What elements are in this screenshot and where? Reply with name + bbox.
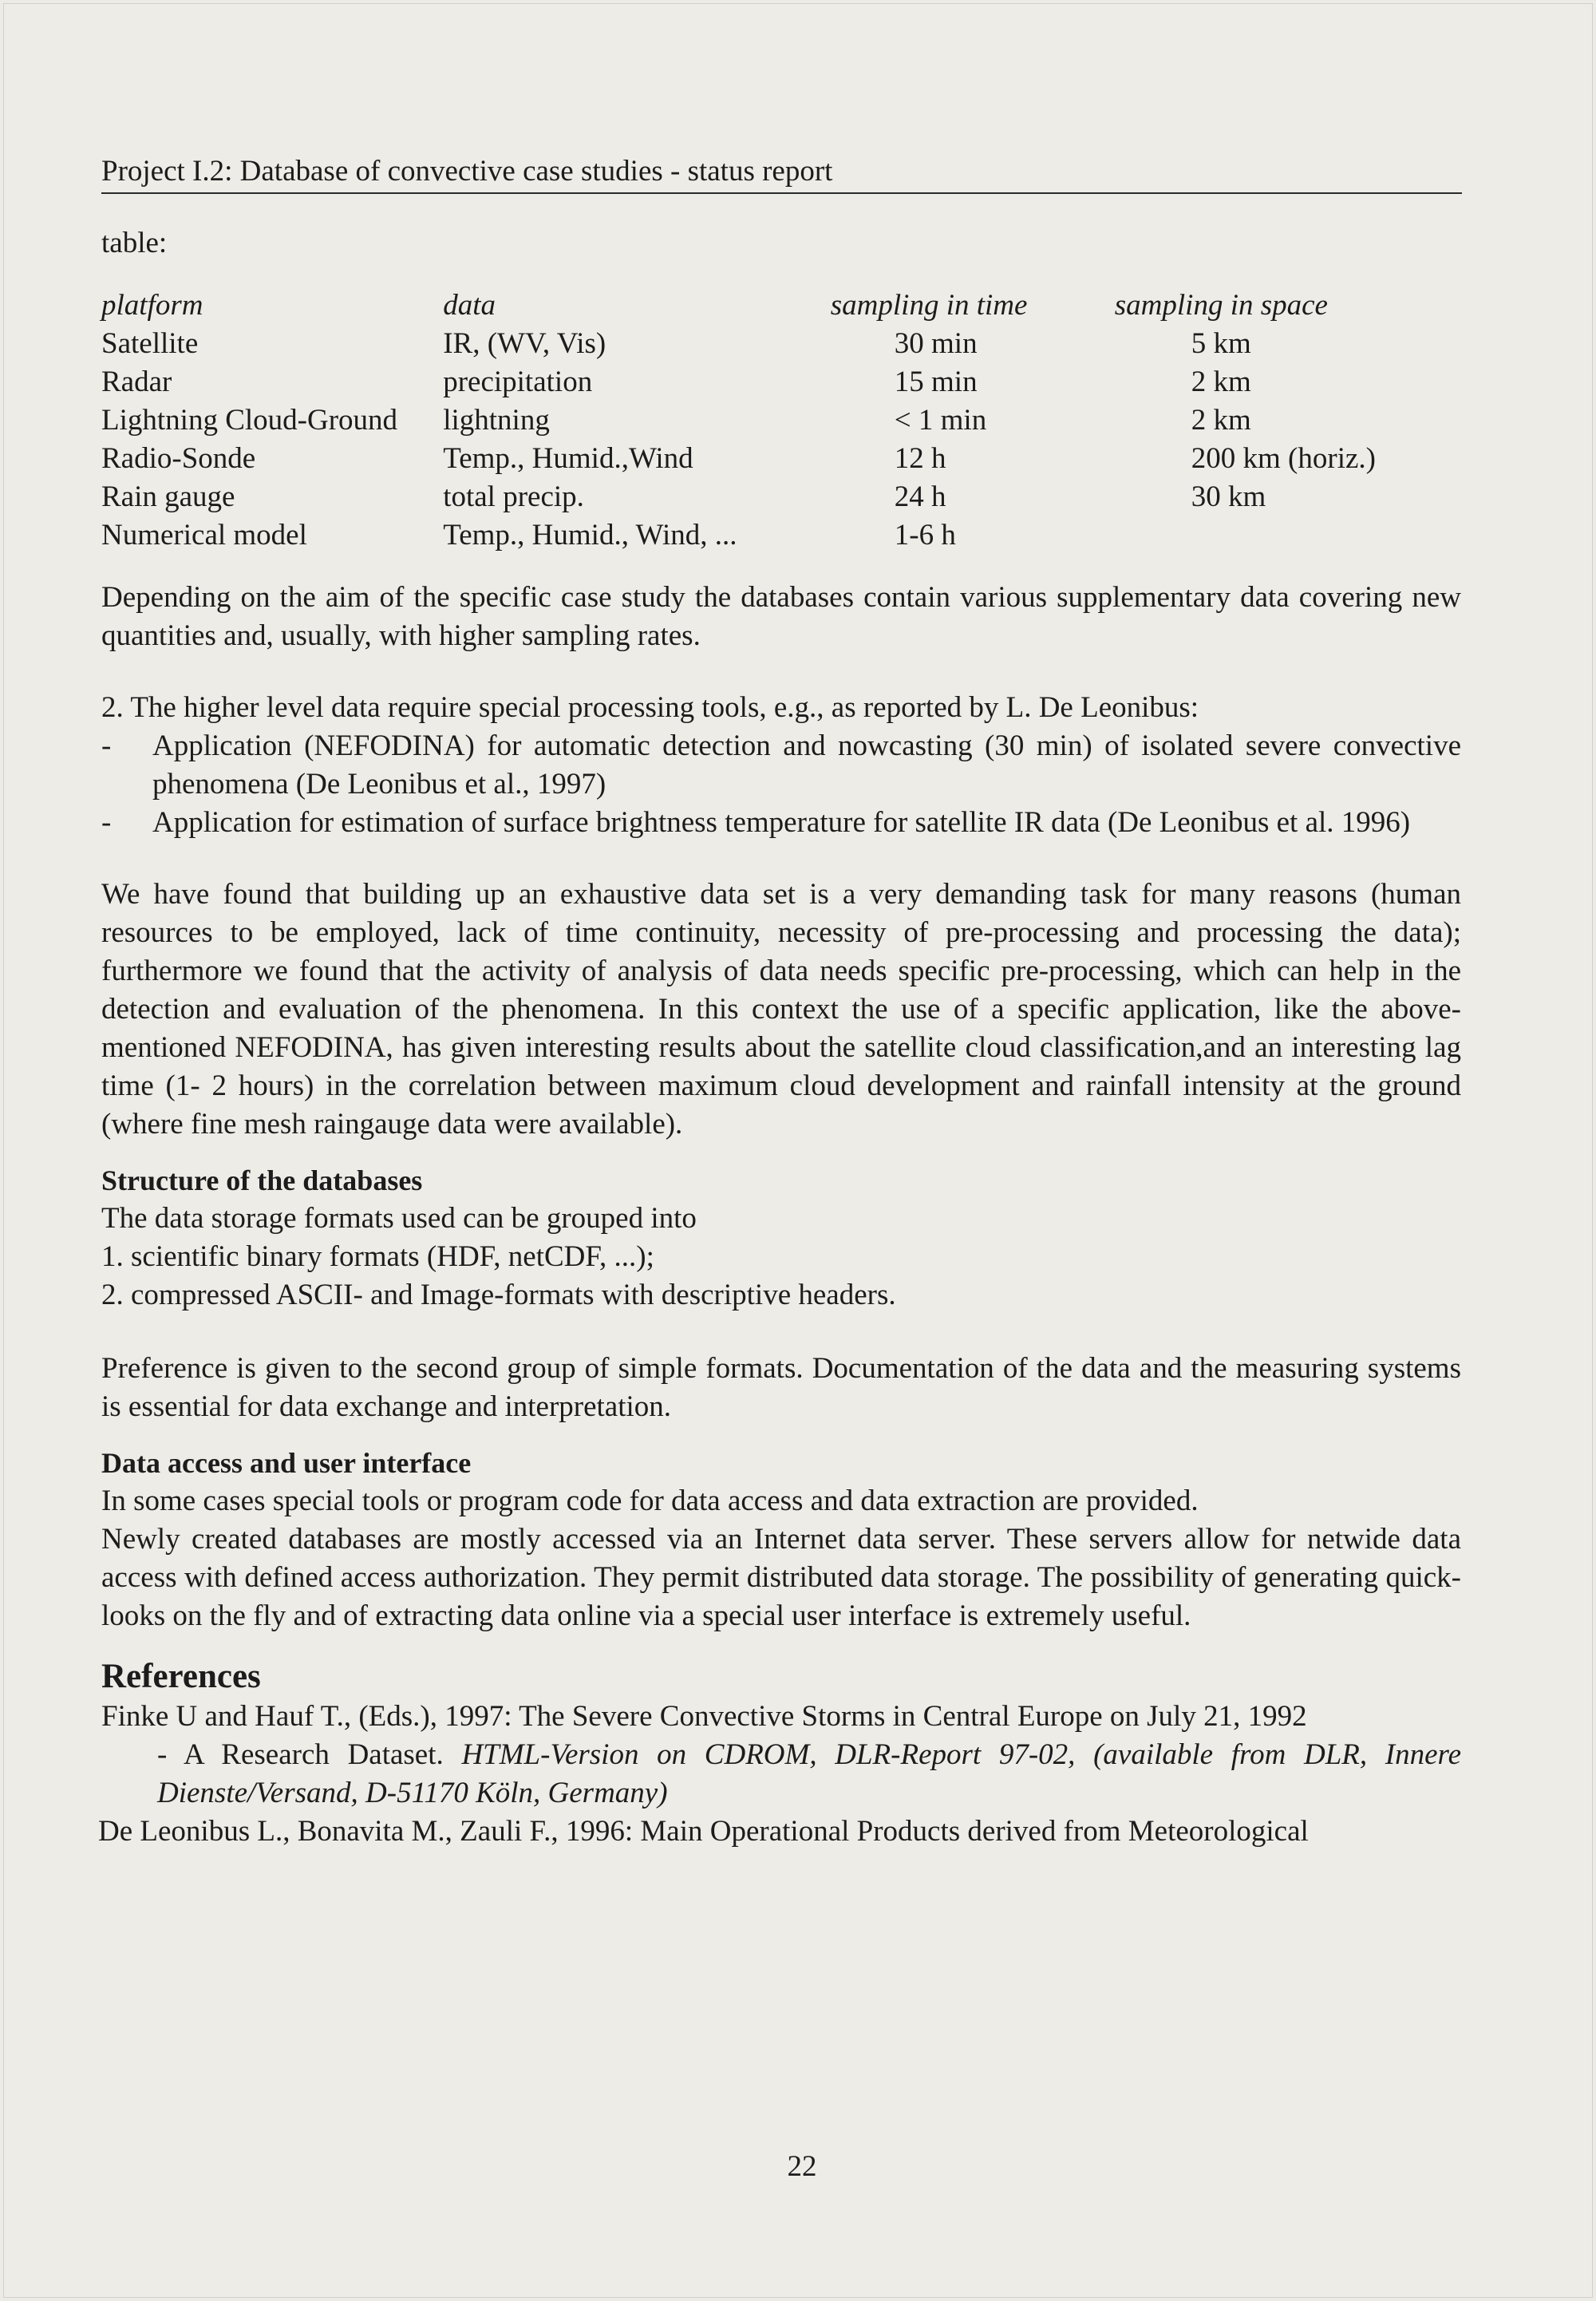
cell-space xyxy=(1115,516,1461,555)
table-row xyxy=(101,516,1461,555)
list-item: - Application (NEFODINA) for automatic detection and nowcasting (30 min) of isolated severe convective phenomena (De Leonibus et al., 1997) xyxy=(101,727,1461,804)
higher-level-list xyxy=(101,727,1461,842)
higher-level-intro: 2. The higher level data require special processing tools, e.g., as reported by L. De Leonibus: xyxy=(101,691,1199,724)
cell-time: 1-6 h xyxy=(894,519,956,552)
paragraph-access: Newly created databases are mostly accessed via an Internet data server. These servers allow for netwide data access with defined access authorization. They permit distributed data storage. The possibility of generating quick-looks on the fly and of extracting data online via a special user interface is extremely useful. xyxy=(101,1523,1461,1632)
heading-data-access: Data access and user interface xyxy=(101,1447,472,1479)
paragraph-preference: Preference is given to the second group of simple formats. Documentation of the data and the measuring systems is essential for data exchange and interpretation. xyxy=(101,1352,1461,1423)
reference-item xyxy=(101,1698,1461,1813)
main-content xyxy=(98,224,1461,1851)
structure-line: 2. compressed ASCII- and Image-formats with descriptive headers. xyxy=(101,1279,896,1311)
table-row xyxy=(101,401,1461,440)
cell-data: Temp., Humid.,Wind xyxy=(443,442,693,475)
cell-data: IR, (WV, Vis) xyxy=(443,327,606,360)
list-item: - Application for estimation of surface brightness temperature for satellite IR data (De Leonibus et al. 1996) xyxy=(101,804,1461,842)
col-header-time: sampling in time xyxy=(830,289,1028,322)
running-head: Project I.2: Database of convective case studies - status report xyxy=(101,154,1462,194)
table-row xyxy=(101,478,1461,516)
cell-platform: Lightning Cloud-Ground xyxy=(101,404,398,437)
paragraph-findings: We have found that building up an exhaustive data set is a very demanding task for many reasons (human resources to be employed, lack of time continuity, necessity of pre-processing and processing the data); furthermore we found that the activity of analysis of data needs specific pre-processing, which can help in the detection and evaluation of the phenomena. In this context the use of a specific application, like the above-mentioned NEFODINA, has given interesting results about the satellite cloud classification,and an interesting lag time (1- 2 hours) in the correlation between maximum cloud development and rainfall intensity at the ground (where fine mesh raingauge data were available). xyxy=(101,878,1461,1141)
cell-data: precipitation xyxy=(443,366,593,398)
cell-platform: Numerical model xyxy=(101,519,307,552)
table-row xyxy=(101,325,1461,363)
page-number: 22 xyxy=(787,2150,817,2183)
cell-space: 2 km xyxy=(1191,404,1251,437)
col-header-platform: platform xyxy=(101,289,203,322)
reference-text: Finke U and Hauf T., (Eds.), 1997: The Severe Convective Storms in Central Europe on July 21, 1992 xyxy=(101,1700,1307,1733)
cell-platform: Radar xyxy=(101,366,172,398)
reference-text: - A Research Dataset. xyxy=(157,1738,444,1771)
cell-platform: Rain gauge xyxy=(101,480,235,513)
col-header-data: data xyxy=(443,289,496,322)
cell-space: 2 km xyxy=(1191,366,1251,398)
cell-time: 30 min xyxy=(894,327,978,360)
cell-time: < 1 min xyxy=(894,404,987,437)
paragraph-supplementary: Depending on the aim of the specific case study the databases contain various supplementary data covering new quantities and, usually, with higher sampling rates. xyxy=(101,581,1461,652)
cell-time: 15 min xyxy=(894,366,978,398)
access-line: In some cases special tools or program code for data access and data extraction are provided. xyxy=(101,1485,1199,1517)
cell-space: 200 km (horiz.) xyxy=(1191,442,1376,475)
cell-space: 5 km xyxy=(1191,327,1251,360)
cell-platform: Radio-Sonde xyxy=(101,442,256,475)
heading-structure: Structure of the databases xyxy=(101,1164,423,1196)
cell-time: 12 h xyxy=(894,442,946,475)
reference-item xyxy=(98,1813,1461,1851)
cell-space: 30 km xyxy=(1191,480,1266,513)
table-row xyxy=(101,363,1461,401)
structure-line: 1. scientific binary formats (HDF, netCDF, ...); xyxy=(101,1240,654,1273)
cell-data: lightning xyxy=(443,404,550,437)
table-row xyxy=(101,440,1461,478)
sampling-table xyxy=(101,287,1461,555)
table-intro: table: xyxy=(101,227,168,259)
table-header-row xyxy=(101,287,1461,325)
cell-time: 24 h xyxy=(894,480,946,513)
cell-data: total precip. xyxy=(443,480,584,513)
reference-source: HTML-Version on CDROM, DLR-Report 97-02, (available from DLR, Innere Dienste/Versand, D-51170 Köln, Germany) xyxy=(157,1738,1461,1809)
heading-references: References xyxy=(101,1658,261,1695)
cell-platform: Satellite xyxy=(101,327,199,360)
cell-data: Temp., Humid., Wind, ... xyxy=(443,519,737,552)
col-header-space: sampling in space xyxy=(1114,289,1328,322)
structure-line: The data storage formats used can be grouped into xyxy=(101,1202,697,1235)
page xyxy=(3,3,1593,2298)
reference-text: De Leonibus L., Bonavita M., Zauli F., 1996: Main Operational Products derived from Meteorological xyxy=(98,1815,1309,1848)
